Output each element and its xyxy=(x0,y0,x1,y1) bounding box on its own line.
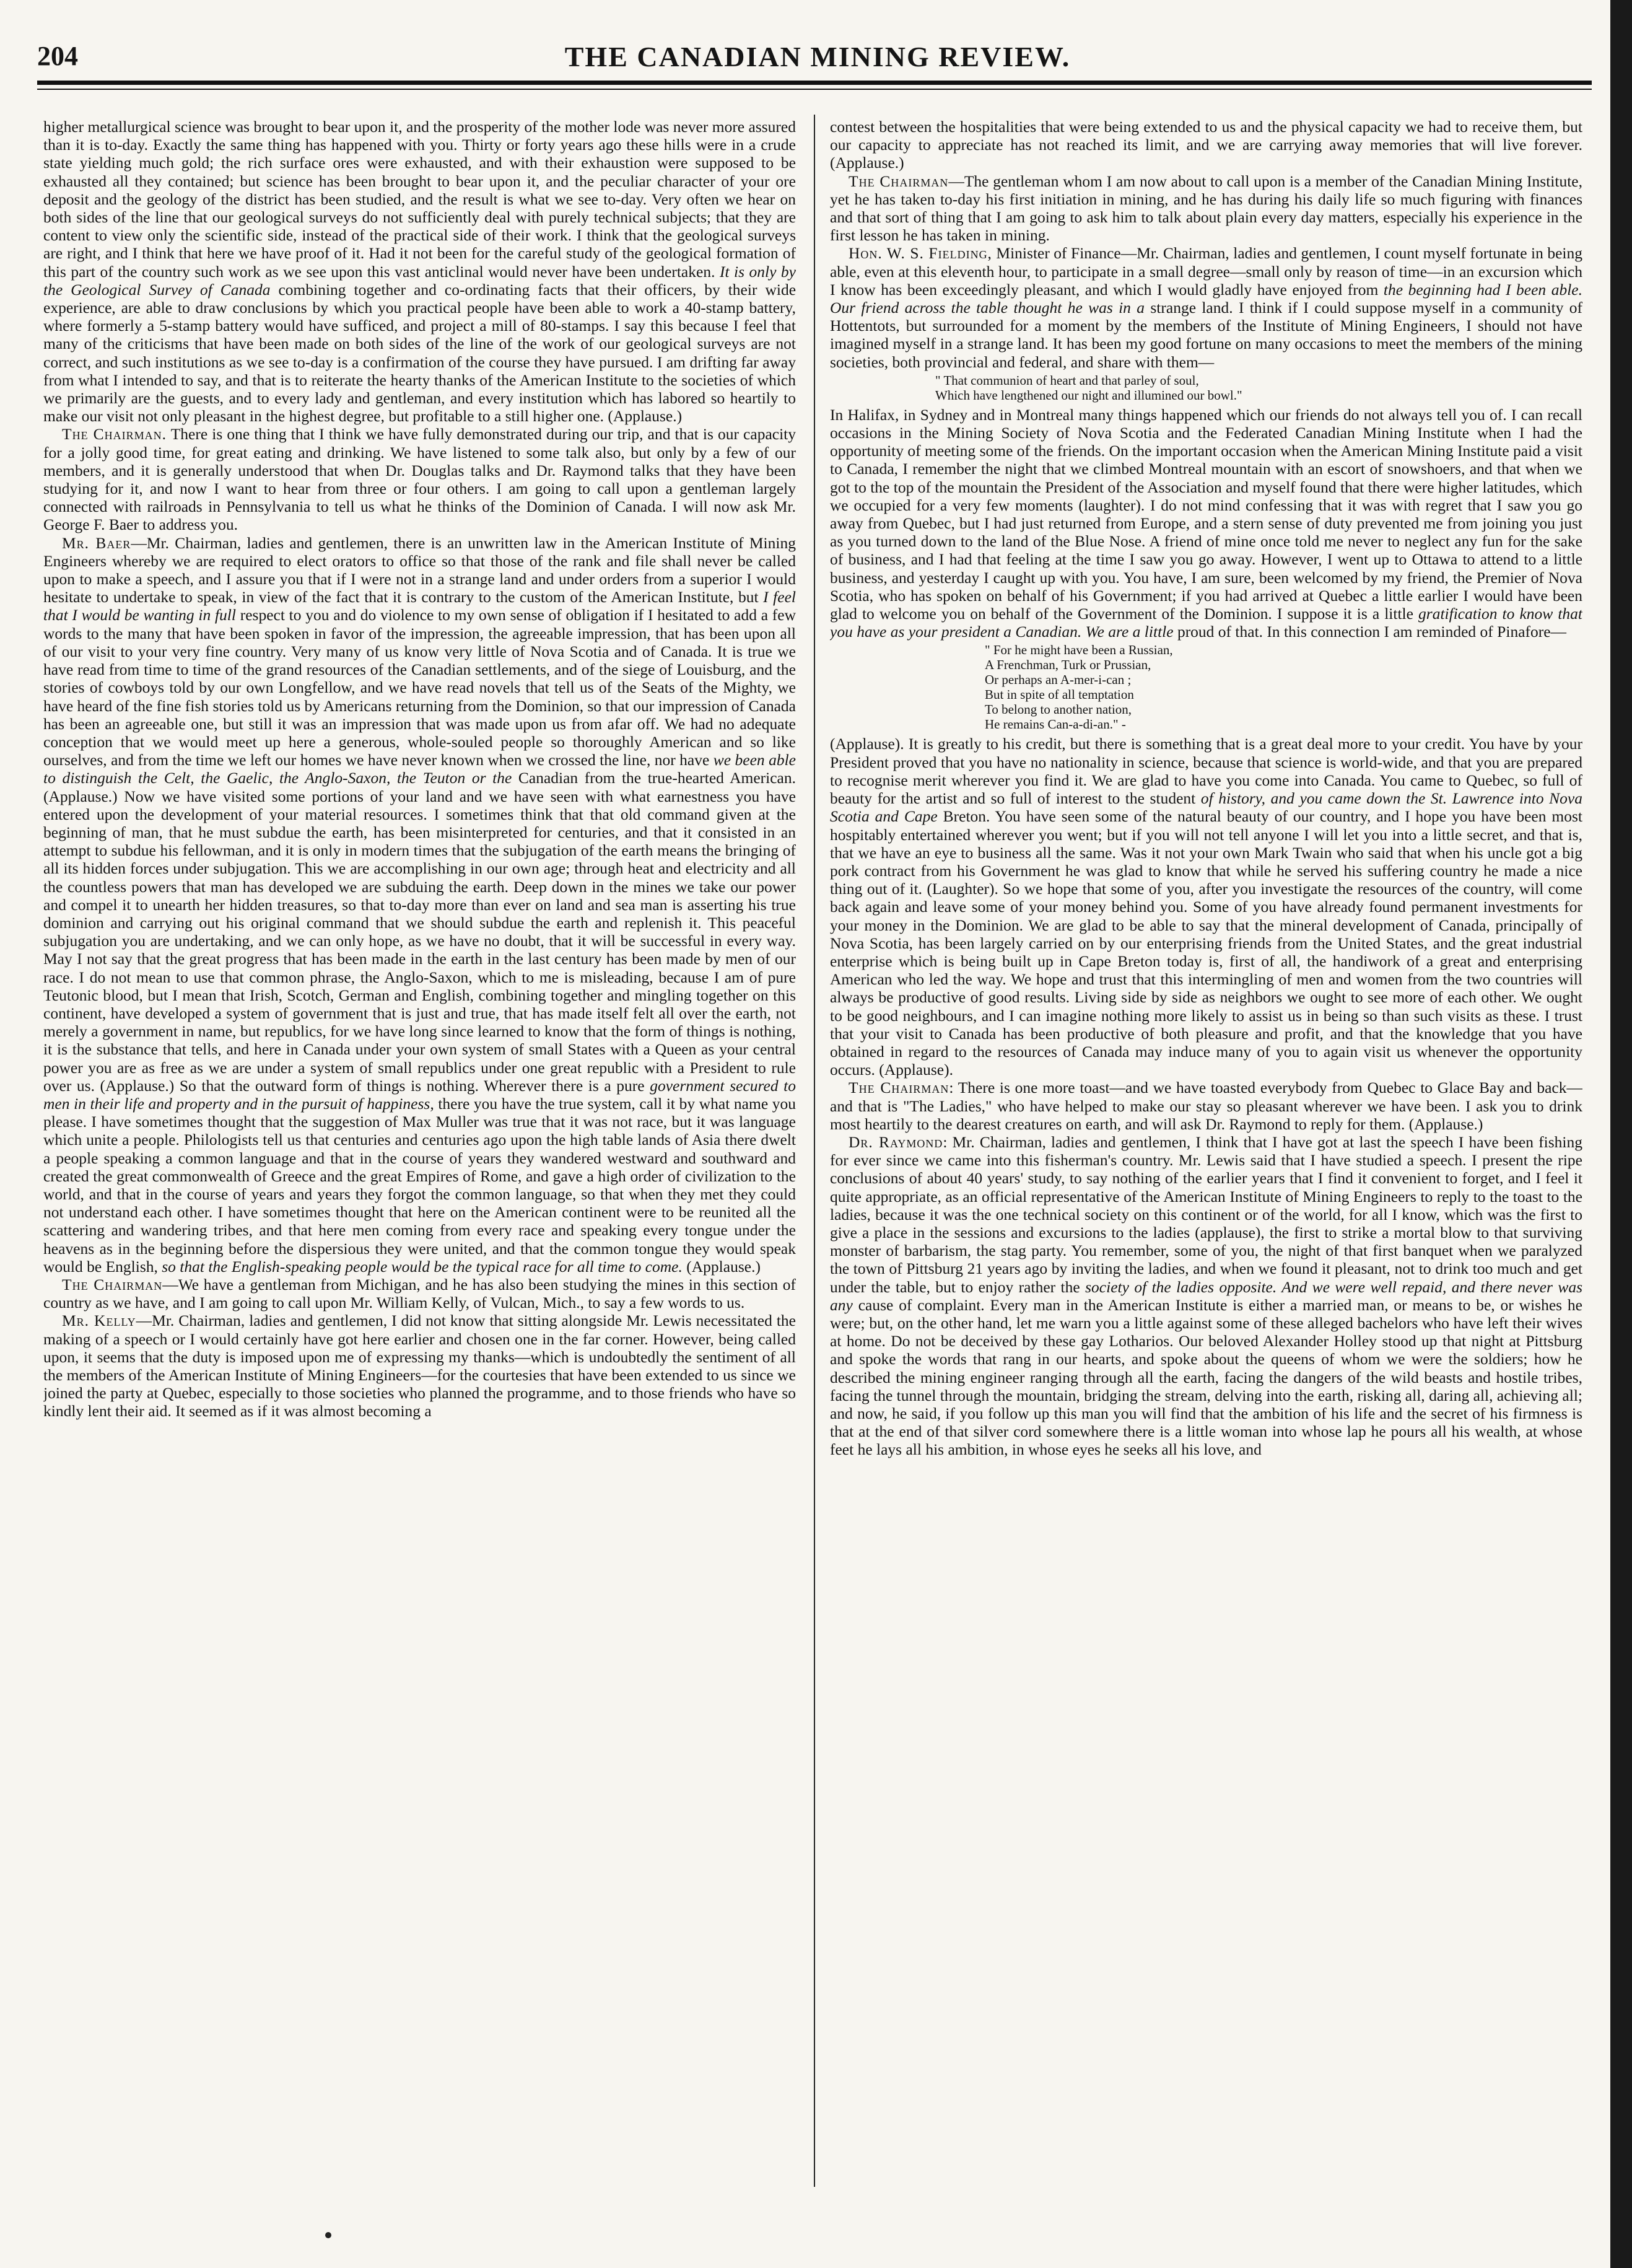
journal-title: THE CANADIAN MINING REVIEW. xyxy=(564,41,1071,72)
verse-line: A Frenchman, Turk or Prussian, xyxy=(985,657,1151,673)
paragraph: Dr. Raymond: Mr. Chairman, ladies and gentlemen, I think that I have got at last the speech I have been fishing for ever since we came into this fisherman's country. Mr. Lewis said that I have studied a speech. I present the ripe conclusions of about 40 years' study, to say nothing of the earlier years that I find it convenient to forget, and I feel it quite appropriate, as an official representative of the American Institute of Mining Engineers to reply to the toast to the ladies, because it was the one technical society on this continent or of the world, for all I know, which was the first to give a place in the sessions and excursions to the ladies (applause), the first to strike a mortal blow to that surviving monster of barbarism, the stag party. You remember, some of you, the night of that first banquet when we paralyzed the town of Pittsburg 21 years ago by inviting the ladies, and when we found it pleasant, not to drink too much and get under the table, but to enjoy rather the society of the ladies opposite. And we were well repaid, and there never was any cause of complaint. Every man in the American Institute is either a married man, or means to be, or wishes he were; but, on the other hand, let me warn you a little against some of these alleged bachelors who have left their wives at home. Do not be deceived by these gay Lotharios. Our beloved Alexander Holley stood up that night at Pittsburg and spoke the words that rang in our hearts, and spoke about the queens of whom we were the soldiers; how he described the mining engineer ranging through all the earth, facing the dangers of the wild beasts and hostile tribes, facing the tunnel through the mountain, bridging the stream, delving into the earth, risking all, daring all, achieving all; and now, he said, if you follow up this man you will find that the ambition of his life and the secret of his firmness is that at the end of that silver cord somewhere there is a little woman into whose lap he pours all his wealth, at whose feet he lays all his ambition, in whose eyes he seeks all his love, and xyxy=(830,1132,1582,1459)
paragraph: The Chairman: There is one more toast—and we have toasted everybody from Quebec to Glace Bay and back—and that is "The Ladies," who have helped to make our stay so pleasant wherever we have been. I ask you to drink most heartily to the dearest creatures on earth, and will ask Dr. Raymond to reply for them. (Applause.) xyxy=(830,1079,1582,1133)
verse-quote xyxy=(985,642,1582,732)
paragraph: The Chairman—We have a gentleman from Michigan, and he has also been studying the mines in this section of country as we have, and I am going to call upon Mr. William Kelly, of Vulcan, Mich., to say a few words to us. xyxy=(43,1276,796,1312)
verse-line: " For he might have been a Russian, xyxy=(985,642,1173,658)
verse-quote xyxy=(935,373,1582,403)
right-column xyxy=(830,118,1582,2224)
verse-line: Which have lengthened our night and illumined our bowl." xyxy=(935,387,1242,403)
paragraph: The Chairman—The gentleman whom I am now about to call upon is a member of the Canadian Mining Institute, yet he has taken to-day his first initiation in mining, and he has during his daily life so much figuring with finances and that sort of thing that I am going to ask him to talk about plain every day matters, especially his experience in the first lesson he has taken in mining. xyxy=(830,172,1582,245)
paragraph: The Chairman. There is one thing that I think we have fully demonstrated during our trip, and that is our capacity for a jolly good time, for great eating and drinking. We have listened to some talk also, but only by a few of our members, and it is generally understood that when Dr. Douglas talks and Dr. Raymond talks that they have been studying for it, and now I want to hear from three or four others. I am going to call upon a gentleman largely connected with railroads in Pennsylvania to tell us what he thinks of the Dominion of Canada. I will now ask Mr. George F. Baer to address you. xyxy=(43,425,796,534)
verse-line: " That communion of heart and that parley of soul, xyxy=(935,372,1199,388)
paragraph: higher metallurgical science was brought to bear upon it, and the prosperity of the mother lode was never more assured than it is to-day. Exactly the same thing has happened with you. Thirty or forty years ago these hills were in a crude state yielding much gold; the rich surface ores were exhausted, and with their exhaustion were supposed to be exhausted all they contained; but science has been brought to bear upon it, and the peculiar character of your ore deposit and the geology of the district has been studied, and the result is what we see to-day. Very often we hear on both sides of the line that our geological surveys do not sufficiently deal with purely technical subjects; that they are content to view only the scientific side, instead of the practical side of their work. I think that the geological surveys are right, and I think that here we have proof of it. Had it not been for the careful study of the geological formation of this part of the country such work as we see upon this vast anticlinal would never have been undertaken. It is only by the Geological Survey of Canada combining together and co-ordinating facts that their officers, by their wide experience, are able to draw conclusions by which you practical people have been able to work a 40-stamp battery, where formerly a 5-stamp battery would have sufficed, and project a mill of 80-stamps. I say this because I feel that many of the criticisms that have been made on both sides of the line of the work of our geological surveys are not correct, and such institutions as we see to-day is a confirmation of the course they have pursued. I am drifting far away from what I intended to say, and that is to reiterate the hearty thanks of the American Institute to the societies of which we primarily are the guests, and to every lady and gentleman, and every institution which has labored so heartily to make our visit not only pleasant in the highest degree, but profitable to a still higher one. (Applause.) xyxy=(43,118,796,426)
header-rule-thin xyxy=(37,89,1592,90)
column-separator xyxy=(814,115,815,2187)
verse-line: He remains Can-a-di-an." - xyxy=(985,717,1126,732)
verse-line: To belong to another nation, xyxy=(985,702,1132,717)
paragraph: In Halifax, in Sydney and in Montreal many things happened which our friends do not always tell you of. I can recall occasions in the Mining Society of Nova Scotia and the Federated Canadian Mining Institute when I had the opportunity of meeting some of the friends. On the important occasion when the American Mining Institute paid a visit to Canada, I remember the night that we climbed Montreal mountain with an escort of snowshoers, and that when we got to the top of the mountain the President of the Association and myself found that there were higher latitudes, which we occupied for a very few moments (laughter). I do not mind confessing that it was with regret that I saw you go away from Quebec, but I had just returned from Europe, and a stern sense of duty prevented me from joining you just as you turned down to the land of the Blue Nose. A friend of mine once told me never to neglect any fun for the sake of business, and I had that feeling at the time I saw you go away. However, I went up to Ottawa to attend to a little business, and yesterday I caught up with you. You have, I am sure, been welcomed by my friend, the Premier of Nova Scotia, who has spoken on behalf of his Government; if you had arrived at Quebec a little earlier I would have been glad to welcome you on behalf of the Government of the Dominion. I suppose it is a little gratification to know that you have as your president a Canadian. We are a little proud of that. In this connection I am reminded of Pinafore— xyxy=(830,405,1582,641)
page-dot xyxy=(325,2232,331,2238)
paragraph: (Applause). It is greatly to his credit, but there is something that is a great deal more to your credit. You have by your President proved that you have no nationality in science, because that science is world-wide, and that you are prepared to recognise merit wherever you find it. We are glad to have you come into Canada. You came to Quebec, so full of beauty for the artist and so full of interest to the student of history, and you came down the St. Lawrence into Nova Scotia and Cape Breton. You have seen some of the natural beauty of our country, and I hope you have been most hospitably entertained wherever you went; but if you will not tell anyone I will let you into a little secret, and that is, that we have an eye to business all the same. Was it not your own Mark Twain who said that when his uncle got a big pork contract from his Government he was glad to know that while he served his suffering country he made a nice thing out of it. (Laughter). So we hope that some of you, after you investigate the resources of the country, will come back again and leave some of your money behind you. Some of you have already found permanent investments for your money in the Dominion. We are glad to be able to say that the mineral development of Canada, principally of Nova Scotia, has been largely carried on by our enterprising friends from the United States, and the great industrial enterprise which is being built up in Cape Breton today is, first of all, the handiwork of a great and enterprising American who led the way. We hope and trust that this intermingling of men and women from the two countries will always be productive of good results. Living side by side as neighbors we ought to see more of each other. We ought to be good neighbours, and I can imagine nothing more likely to assist us in being so than such visits as these. I trust that your visit to Canada has been productive of both pleasure and profit, and that the knowledge that you have obtained in regard to the resources of Canada may induce many of you to again visit us whenever the opportunity occurs. (Applause). xyxy=(830,735,1582,1079)
verse-line: But in spite of all temptation xyxy=(985,687,1134,703)
paragraph: Mr. Baer—Mr. Chairman, ladies and gentlemen, there is an unwritten law in the American Institute of Mining Engineers whereby we are required to elect orators to office so that those of the rank and file shall never be called upon to make a speech, and I assure you that if I were not in a strange land and under orders from a superior I would hesitate to undertake to speak, in view of the fact that it is contrary to the custom of the American Institute, but I feel that I would be wanting in full respect to you and do violence to my own sense of obligation if I hesitated to add a few words to the many that have been spoken in favor of the impression, the agreeable impression, that has been upon all of our visit to your very fine country. Very many of us know very little of Nova Scotia and of Canada. It is true we have read from time to time of the grand resources of the Canadian settlements, and of the siege of Louisburg, and the stories of cowboys told by our own Longfellow, and we have read novels that tell us of the Seats of the Mighty, we have heard of the fine fish stories told us by Americans returning from the Dominion, so that our impression of Canada has been an agreeable one, but still it was an impression that was made upon us from afar off. We had no adequate conception that we would meet up here a generous, whole-souled people so thoroughly American and so like ourselves, and from the time we left our homes we have never known when we crossed the line, nor have we been able to distinguish the Celt, the Gaelic, the Anglo-Saxon, the Teuton or the Canadian from the true-hearted American. (Applause.) Now we have visited some portions of your land and we have seen with what earnestness you have entered upon the development of your material resources. I sometimes think that that old command given at the beginning of man, that he must subdue the earth, has been misinterpreted for centuries, and that it consisted in an attempt to subdue his fellowman, and it is only in modern times that the subjugation of the earth means the bringing of all its hidden forces under subjugation. This we are accomplishing in our own age; through heat and electricity and all the countless powers that man has developed we are subduing the earth. Deep down in the mines we take our power and compel it to unearth her hidden treasures, so that to-day more than ever on land and sea man is asserting his true dominion and carrying out his original command that we should subdue the earth and replenish it. This peaceful subjugation you are undertaking, and we can only hope, as we have no doubt, that it will be successful in every way. May I not say that the great progress that has been made in the earth in the last century has been made by men of our race. I do not mean to use that common phrase, the Anglo-Saxon, which to me is misleading, because I am of pure Teutonic blood, but I mean that Irish, Scotch, German and English, combining together and mingling together on this continent, have developed a system of government that is just and true, that has made itself felt all over the earth, not merely a government in name, but republics, for we have long since learned to know that the form of things is nothing, it is the substance that tells, and here in Canada under your own system of small States with a Queen as your central power you are as free as we are under a system of small republics under one great republic with a President to rule over us. (Applause.) So that the outward form of things is nothing. Wherever there is a pure government secured to men in their life and property and in the pursuit of happiness, there you have the true system, call it by what name you please. I have sometimes thought that the suggestion of Max Muller was true that it was not race, but it was language which unite a people. Philologists tell us that centuries and centuries ago upon the high table lands of Asia there dwelt a people speaking a common language and that in the course of years they wandered westward and southward and created the great commonwealth of Greece and the great Empires of Rome, and gave a high order of civilization to the world, and that in the course of years and years they forgot the common language, so that when they met they could not understand each other. I have sometimes thought that here on the American continent were to be reunited all the scattering and wandering tribes, and that here men coming from every race and speaking every tongue under the heavens as in the beginning before the dispersious they were united, and that the common tongue they would speak would be English, so that the English-speaking people would be the typical race for all time to come. (Applause.) xyxy=(43,533,796,1276)
page-edge-bar xyxy=(1610,0,1632,2268)
paragraph: Mr. Kelly—Mr. Chairman, ladies and gentlemen, I did not know that sitting alongside Mr. Lewis necessitated the making of a speech or I would certainly have got here earlier and chosen one in the far corner. However, being called upon, it seems that the duty is imposed upon me of expressing my thanks—which is undoubtedly the sentiment of all the members of the American Institute of Mining Engineers—for the courtesies that have been extended to us since we joined the party at Quebec, especially to those societies who planned the programme, and to those friends who have so kindly lent their aid. It seemed as if it was almost becoming a xyxy=(43,1311,796,1421)
paragraph: contest between the hospitalities that were being extended to us and the physical capacity we had to receive them, but our capacity to appreciate has not reached its limit, and we are carrying away memories that will live forever. (Applause.) xyxy=(830,118,1582,172)
page-number: 204 xyxy=(37,41,78,71)
verse-line: Or perhaps an A-mer-i-can ; xyxy=(985,672,1132,688)
paragraph: Hon. W. S. Fielding, Minister of Finance—Mr. Chairman, ladies and gentlemen, I count myself fortunate in being able, even at this eleventh hour, to participate in a small degree—small only by reason of time—in an excursion which I know has been exceedingly pleasant, and which I would gladly have enjoyed from the beginning had I been able. Our friend across the table thought he was in a strange land. I think if I could suppose myself in a community of Hottentots, but surrounded for a moment by the members of the Institute of Mining Engineers, I should not have imagined myself in a strange land. It has been my good fortune on many occasions to meet the members of the mining societies, both provincial and federal, and share with them— xyxy=(830,244,1582,371)
left-column xyxy=(43,118,796,2224)
header-rule-thick xyxy=(37,81,1592,85)
